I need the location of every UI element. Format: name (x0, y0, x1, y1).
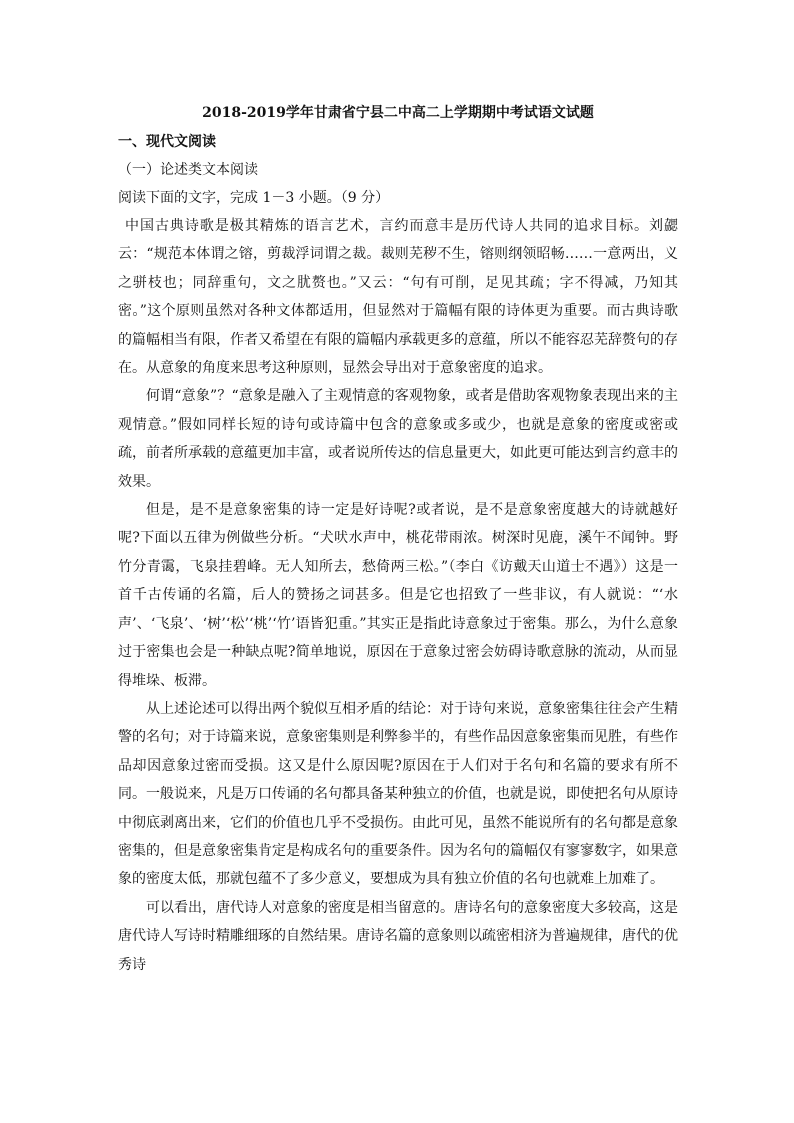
document-title: 2018-2019学年甘肃省宁县二中高二上学期期中考试语文试题 (202, 105, 594, 121)
section-heading: 一、现代文阅读 (118, 134, 216, 150)
document-page (118, 98, 678, 979)
paragraph-2: 何谓“意象”？“意象是融入了主观情意的客观物象，或者是借助客观物象表现出来的主观情意。”假如同样长短的诗句或诗篇中包含的意象或多或少，也就是意象的密度或密或疏，前者所承载的意蕴更加丰富，或者说所传达的信息量更大，如此更可能达到言约意丰的效果。 (118, 388, 678, 490)
subsection-heading: （一）论述类文本阅读 (118, 162, 258, 178)
paragraph-3: 但是，是不是意象密集的诗一定是好诗呢?或者说，是不是意象密度越大的诗就越好呢?下面以五律为例做些分析。“犬吠水声中，桃花带雨浓。树深时见鹿，溪午不闻钟。野竹分青霭，飞泉挂碧峰。无人知所去，愁倚两三松。”（李白《访戴天山道士不遇》）这是一首千古传诵的名篇，后人的赞扬之词甚多。但是它也招致了一些非议，有人就说：“‘水声’、‘飞泉’、‘树’‘松’‘桃’‘竹’语皆犯重。”其实正是指此诗意象过于密集。那么，为什么意象过于密集也会是一种缺点呢?简单地说，原因在于意象过密会妨碍诗歌意脉的流动，从而显得堆垛、板滞。 (118, 502, 678, 689)
paragraph-1: 中国古典诗歌是极其精炼的语言艺术，言约而意丰是历代诗人共同的追求目标。刘勰云：“规范本体谓之镕，剪裁浮词谓之裁。裁则芜秽不生，镕则纲领昭畅……一意两出，义之骈枝也；同辞重句，文之肬赘也。”又云：“句有可削，足见其疏；字不得减，乃知其密。”这个原则虽然对各种文体都适用，但显然对于篇幅有限的诗体更为重要。而古典诗歌的篇幅相当有限，作者又希望在有限的篇幅内承载更多的意蕴，所以不能容忍芜辞赘句的存在。从意象的角度来思考这种原则，显然会导出对于意象密度的追求。 (118, 218, 678, 377)
paragraph-4: 从上述论述可以得出两个貌似互相矛盾的结论：对于诗句来说，意象密集往往会产生精警的名句；对于诗篇来说，意象密集则是利弊参半的，有些作品因意象密集而见胜，有些作品却因意象过密而受损。这又是什么原因呢?原因在于人们对于名句和名篇的要求有所不同。一般说来，凡是万口传诵的名句都具备某种独立的价值，也就是说，即使把名句从原诗中彻底剥离出来，它们的价值也几乎不受损伤。由此可见，虽然不能说所有的名句都是意象密集的，但是意象密集肯定是构成名句的重要条件。因为名句的篇幅仅有寥寥数字，如果意象的密度太低，那就包蕴不了多少意义，要想成为具有独立价值的名句也就难上加难了。 (118, 700, 678, 888)
reading-instruction: 阅读下面的文字，完成 1－3 小题。（9 分） (118, 190, 390, 206)
paragraph-5: 可以看出，唐代诗人对意象的密度是相当留意的。唐诗名句的意象密度大多较高，这是唐代诗人写诗时精雕细琢的自然结果。唐诗名篇的意象则以疏密相济为普遍规律，唐代的优秀诗 (118, 899, 678, 973)
